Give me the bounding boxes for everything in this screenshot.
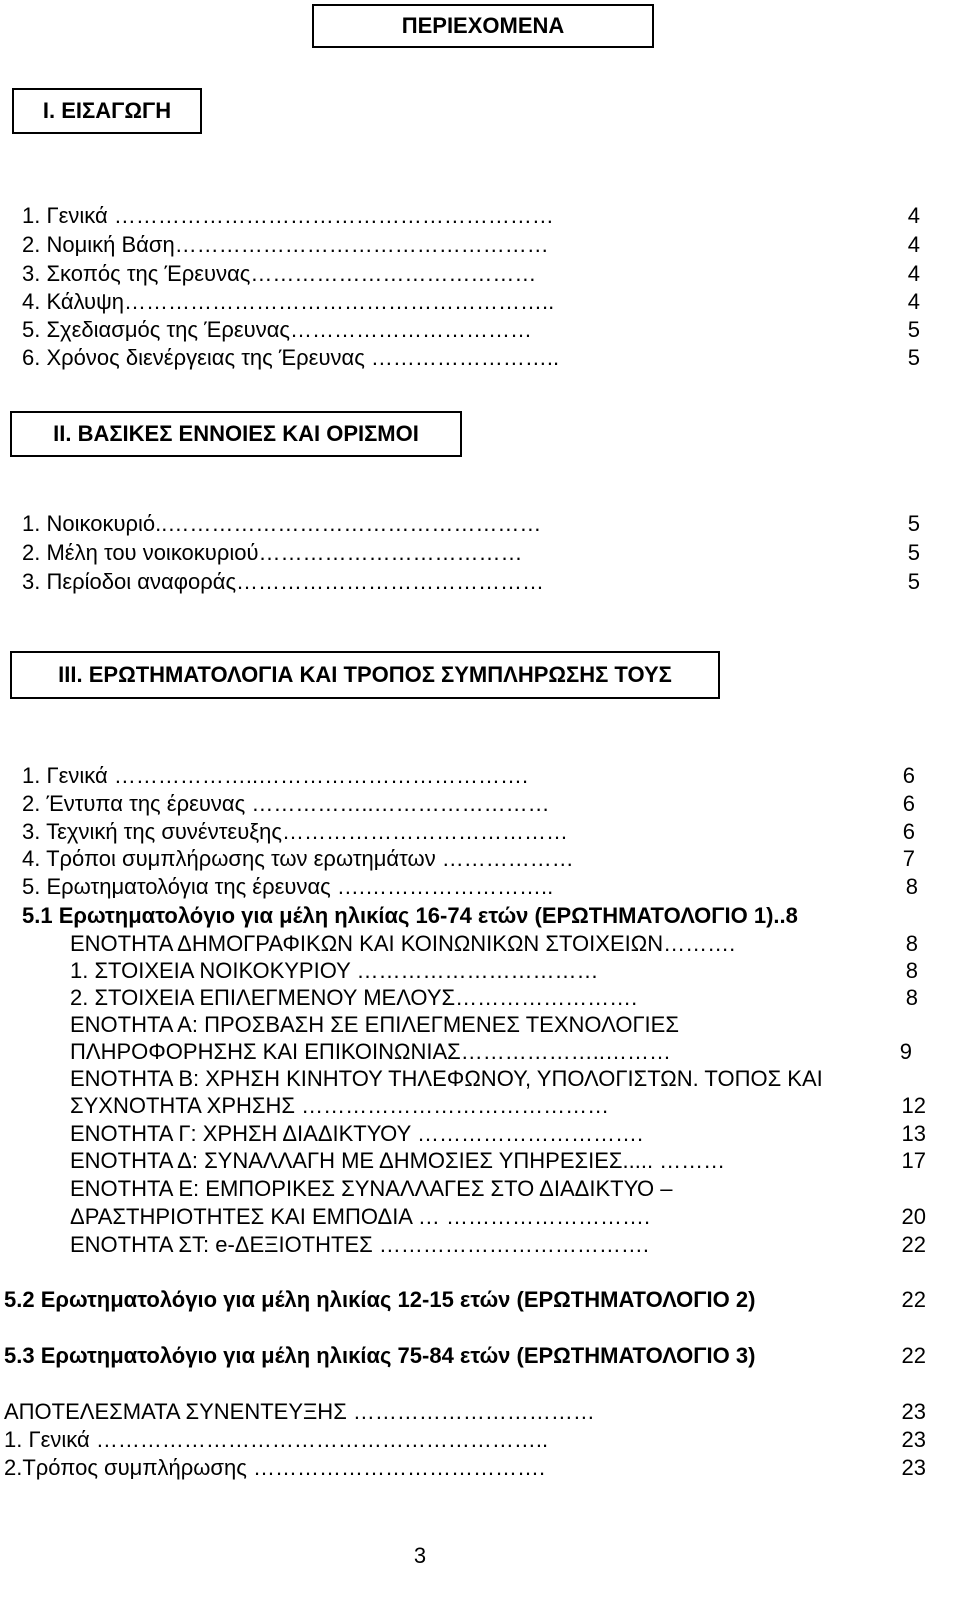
toc-entry: 3. Τεχνική της συνέντευξης…………………………………	[22, 819, 568, 844]
toc-entry: 1. Γενικά ………………..……………………………….	[22, 763, 529, 788]
toc-page: 4	[907, 232, 920, 257]
toc-page: 9	[899, 1039, 912, 1064]
toc-entry: 3. Σκοπός της Έρευνας…………………………………	[22, 261, 537, 286]
questionnaire-3-heading: 5.3 Ερωτηματολόγιο για μέλη ηλικίας 75-84 ετών (ΕΡΩΤΗΜΑΤΟΛΟΓΙΟ 3)	[4, 1343, 756, 1368]
questionnaire-1-heading: 5.1 Ερωτηματολόγιο για μέλη ηλικίας 16-74 ετών (ΕΡΩΤΗΜΑΤΟΛΟΓΙΟ 1)..8	[22, 903, 798, 928]
toc-entry: ΕΝΟΤΗΤΑ Β: ΧΡΗΣΗ ΚΙΝΗΤΟΥ ΤΗΛΕΦΩΝΟΥ, ΥΠΟΛΟΓΙΣΤΩΝ. ΤΟΠΟΣ ΚΑΙ	[70, 1066, 823, 1091]
toc-entry: 2. Έντυπα της έρευνας ……………..……………………	[22, 791, 550, 816]
toc-entry: 4. Κάλυψη…………………………………………………..	[22, 289, 555, 314]
toc-entry: ΕΝΟΤΗΤΑ Α: ΠΡΟΣΒΑΣΗ ΣΕ ΕΠΙΛΕΓΜΕΝΕΣ ΤΕΧΝΟΛΟΓΙΕΣ	[70, 1012, 679, 1037]
toc-page: 12	[901, 1093, 926, 1118]
section-1-heading: I. ΕΙΣΑΓΩΓΗ	[12, 88, 202, 134]
toc-entry: 2. Νομική Βάση……………………………………………	[22, 232, 549, 257]
toc-entry: ΕΝΟΤΗΤΑ Δ: ΣΥΝΑΛΛΑΓΗ ΜΕ ΔΗΜΟΣΙΕΣ ΥΠΗΡΕΣΙΕΣ..... ………	[70, 1148, 726, 1173]
toc-page: 4	[907, 203, 920, 228]
toc-page: 6	[902, 819, 915, 844]
toc-page: 5	[907, 540, 920, 565]
toc-entry: 1. Γενικά ……………………………………………………	[22, 203, 554, 228]
toc-entry: ΑΠΟΤΕΛΕΣΜΑΤΑ ΣΥΝΕΝΤΕΥΞΗΣ ……………………………	[4, 1399, 595, 1424]
toc-entry: 2. Μέλη του νοικοκυριού………………………………	[22, 540, 523, 565]
toc-title: ΠΕΡΙΕΧΟΜΕΝΑ	[312, 4, 654, 48]
toc-entry: ΕΝΟΤΗΤΑ ΣΤ: e-ΔΕΞΙΟΤΗΤΕΣ ……………………………….	[70, 1232, 649, 1257]
toc-page: 23	[901, 1455, 926, 1480]
toc-page: 8	[905, 931, 918, 956]
toc-page: 5	[907, 569, 920, 594]
toc-entry: 6. Χρόνος διενέργειας της Έρευνας ……………………..	[22, 345, 560, 370]
toc-entry: 5. Σχεδιασμός της Έρευνας……………………………	[22, 317, 533, 342]
toc-page: 20	[901, 1204, 926, 1229]
toc-page: 23	[901, 1399, 926, 1424]
toc-page: 22	[901, 1287, 926, 1312]
questionnaire-2-heading: 5.2 Ερωτηματολόγιο για μέλη ηλικίας 12-15 ετών (ΕΡΩΤΗΜΑΤΟΛΟΓΙΟ 2)	[4, 1287, 756, 1312]
toc-page: 22	[901, 1232, 926, 1257]
toc-entry: 2. ΣΤΟΙΧΕΙΑ ΕΠΙΛΕΓΜΕΝΟΥ ΜΕΛΟΥΣ…………………….	[70, 985, 638, 1010]
toc-entry: 3. Περίοδοι αναφοράς……………………………………	[22, 569, 545, 594]
toc-page: 8	[905, 874, 918, 899]
toc-page: 17	[901, 1148, 926, 1173]
toc-entry: 1. Νοικοκυριό..……………………………………………	[22, 511, 542, 536]
section-3-heading: III. ΕΡΩΤΗΜΑΤΟΛΟΓΙΑ ΚΑΙ ΤΡΟΠΟΣ ΣΥΜΠΛΗΡΩΣΗΣ ΤΟΥΣ	[10, 651, 720, 699]
toc-page: 8	[905, 985, 918, 1010]
toc-entry: ΣΥΧΝΟΤΗΤΑ ΧΡΗΣΗΣ ……………………………………	[70, 1093, 610, 1118]
toc-entry: 1. ΣΤΟΙΧΕΙΑ ΝΟΙΚΟΚΥΡΙΟΥ ……………………………	[70, 958, 599, 983]
toc-page: 6	[902, 791, 915, 816]
toc-entry: 2.Τρόπος συμπλήρωσης ………………………………….	[4, 1455, 546, 1480]
toc-entry: 5. Ερωτηματολόγια της έρευνας ….……………………..	[22, 874, 554, 899]
toc-entry: ΠΛΗΡΟΦΟΡΗΣΗΣ ΚΑΙ ΕΠΙΚΟΙΝΩΝΙΑΣ………………..………	[70, 1039, 671, 1064]
toc-page: 23	[901, 1427, 926, 1452]
toc-page: 5	[907, 511, 920, 536]
toc-entry: ΕΝΟΤΗΤΑ ΔΗΜΟΓΡΑΦΙΚΩΝ ΚΑΙ ΚΟΙΝΩΝΙΚΩΝ ΣΤΟΙΧΕΙΩΝ……….	[70, 931, 736, 956]
toc-page: 5	[907, 345, 920, 370]
toc-page: 8	[905, 958, 918, 983]
toc-page: 13	[901, 1121, 926, 1146]
toc-page: 6	[902, 763, 915, 788]
toc-page: 4	[907, 261, 920, 286]
toc-entry: ΔΡΑΣΤΗΡΙΟΤΗΤΕΣ ΚΑΙ ΕΜΠΟΔΙΑ … ……………………….	[70, 1204, 651, 1229]
toc-entry: ΕΝΟΤΗΤΑ Γ: ΧΡΗΣΗ ΔΙΑΔΙΚΤΥΟΥ ………………………….	[70, 1121, 644, 1146]
toc-entry: 4. Τρόποι συμπλήρωσης των ερωτημάτων ………………	[22, 846, 574, 871]
toc-page: 4	[907, 289, 920, 314]
page-number: 3	[413, 1543, 427, 1568]
section-2-heading: II. ΒΑΣΙΚΕΣ ΕΝΝΟΙΕΣ ΚΑΙ ΟΡΙΣΜΟΙ	[10, 411, 462, 457]
toc-page: 7	[902, 846, 915, 871]
toc-entry: 1. Γενικά ……………………………………………………..	[4, 1427, 549, 1452]
toc-page: 22	[901, 1343, 926, 1368]
toc-entry: ΕΝΟΤΗΤΑ Ε: ΕΜΠΟΡΙΚΕΣ ΣΥΝΑΛΛΑΓΕΣ ΣΤΟ ΔΙΑΔΙΚΤΥΟ –	[70, 1176, 673, 1201]
toc-page: 5	[907, 317, 920, 342]
